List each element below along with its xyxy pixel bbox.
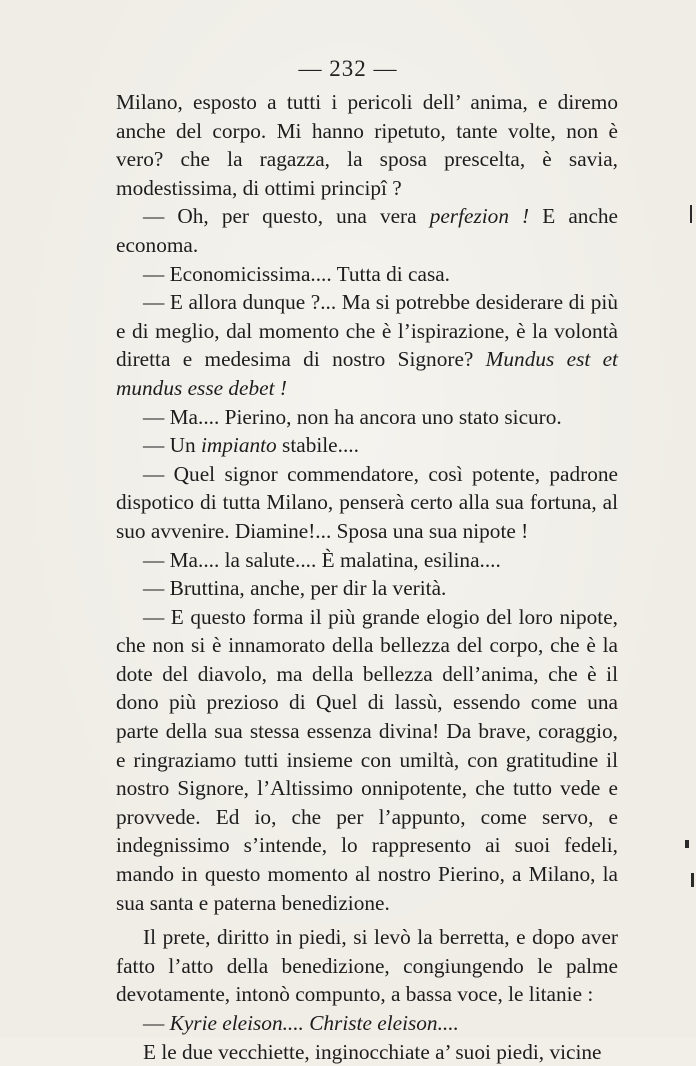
paragraph [116, 202, 618, 259]
paragraph [116, 88, 618, 202]
text-run: — Un [143, 433, 201, 458]
scan-edge-mark [691, 873, 694, 887]
text-run: — E questo forma il più grande elogio del loro nipote, che non si è innamorato della bellezza del corpo, che è la dote del diavolo, ma della bellezza dell’anima, che è il dono più prezioso di Quel di lassù, essendo come una parte della sua stessa essenza divina! Da brave, coraggio, e ringraziamo tutti insieme con umiltà, con gratitudine il nostro Signore, l’Altissimo onnipotente, che tutto vede e provvede. Ed io, che per l’appunto, come servo, e indegnissimo s’intende, lo rappresento ai suoi fedeli, mando in questo momento al nostro Pierino, a Milano, la sua santa e paterna benedizione. [116, 604, 618, 915]
paragraph [116, 923, 618, 1009]
paragraph [116, 1009, 618, 1038]
text-run: — Ma.... la salute.... È malatina, esilina.... [143, 547, 501, 572]
italic-run: Kyrie eleison.... Christe eleison.... [169, 1011, 459, 1035]
paragraph [116, 288, 618, 402]
paragraph [116, 603, 618, 918]
scan-edge-mark [690, 205, 692, 223]
italic-run: perfezion ! [429, 204, 530, 229]
text-run: Milano, esposto a tutti i pericoli dell’ anima, e diremo anche del corpo. Mi hanno ripetuto, tante volte, non è vero? che la ragazza, la sposa prescelta, è savia, modestissima, di ottimi principî ? [116, 90, 618, 200]
text-run: E anche economa. [116, 204, 618, 257]
text-run: E le due vecchiette, inginocchiate a’ suoi piedi, vicine [143, 1039, 602, 1064]
page-number: — 232 — [298, 56, 398, 81]
paragraph [116, 260, 618, 289]
scan-edge-mark [685, 840, 689, 848]
text-run: — E allora dunque ?... Ma si potrebbe desiderare di più e di meglio, dal momento che è l’ispirazione, è la volontà diretta e medesima di nostro Signore? [116, 290, 618, 372]
paragraph [116, 546, 618, 575]
text-run: — Quel signor commendatore, così potente, padrone dispotico di tutta Milano, penserà certo alla sua fortuna, al suo avvenire. Diamine!... Sposa una sua nipote ! [116, 461, 618, 543]
text-run: — Ma.... Pierino, non ha ancora uno stato sicuro. [143, 404, 562, 429]
paragraph [116, 431, 618, 460]
text-run: — [143, 1011, 170, 1035]
italic-run: impianto [200, 433, 277, 458]
text-run: — Oh, per questo, una vera [143, 204, 430, 229]
text-run: — Bruttina, anche, per dir la verità. [143, 576, 447, 601]
text-run: stabile.... [276, 433, 359, 458]
body-text [116, 88, 618, 1066]
text-run: Il prete, diritto in piedi, si levò la berretta, e dopo aver fatto l’atto della benedizione, congiungendo le palme devotamente, intonò compunto, a bassa voce, le litanie : [116, 925, 618, 1007]
paragraph [116, 403, 618, 432]
italic-run: Mundus est et mundus esse debet ! [116, 347, 618, 400]
paragraph [116, 460, 618, 546]
paragraph [116, 574, 618, 603]
paragraph [116, 1038, 618, 1066]
text-run: — Economicissima.... Tutta di casa. [143, 261, 451, 286]
